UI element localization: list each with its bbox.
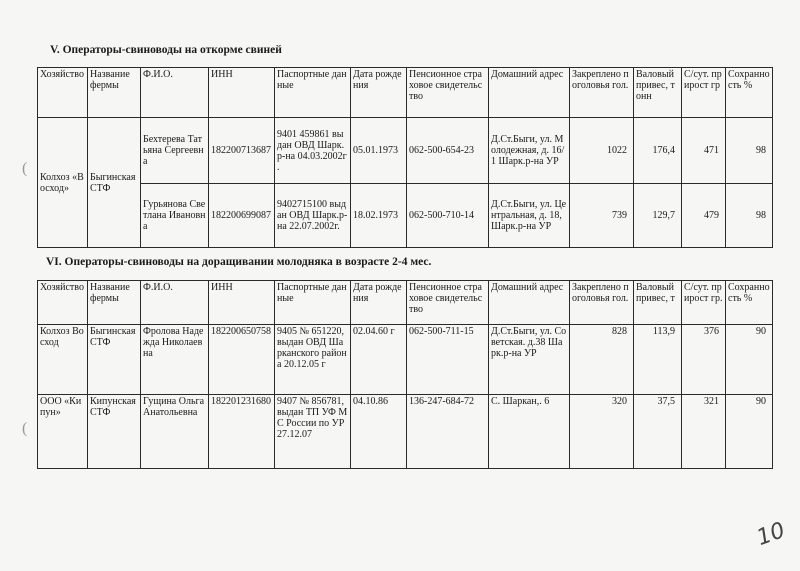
header-cell: Сохранность %: [726, 68, 773, 118]
table-header-row: [38, 68, 773, 118]
header-cell: Пенсионное страховое свидетельство: [407, 68, 489, 118]
address-cell: Д.Ст.Быги, ул. Советская. д.38 Шарк.р-на УР: [489, 325, 570, 395]
heads-cell: 828: [570, 325, 634, 395]
margin-bracket-mark: (: [22, 420, 28, 437]
passport-cell: 9405 № 651220, выдан ОВД Шарканского района 20.12.05 г: [275, 325, 351, 395]
header-cell: Домашний адрес: [489, 281, 570, 325]
passport-cell: 9401 459861 выдан ОВД Шарк.р-на 04.03.2002г .: [275, 118, 351, 184]
daily-cell: 479: [682, 184, 726, 248]
heads-cell: 320: [570, 395, 634, 469]
ferma-cell: Быгинская СТФ: [88, 325, 141, 395]
dob-cell: 04.10.86: [351, 395, 407, 469]
fio-cell: Гущина Ольга Анатольевна: [141, 395, 209, 469]
snils-cell: 062-500-710-14: [407, 184, 489, 248]
header-cell: Валовый привес, тонн: [634, 68, 682, 118]
inn-cell: 182201231680: [209, 395, 275, 469]
table-header-row: [38, 281, 773, 325]
margin-bracket-mark: (: [22, 160, 28, 177]
table-row: [38, 184, 773, 248]
heads-cell: 739: [570, 184, 634, 248]
snils-cell: 062-500-654-23: [407, 118, 489, 184]
farm-cell: ООО «Кипун»: [38, 395, 88, 469]
survival-cell: 98: [726, 118, 773, 184]
survival-cell: 90: [726, 325, 773, 395]
dob-cell: 18.02.1973: [351, 184, 407, 248]
header-cell: Название фермы: [88, 68, 141, 118]
table-row: [38, 325, 773, 395]
header-cell: Пенсионное страховое свидетельство: [407, 281, 489, 325]
section-6-table: [37, 280, 773, 469]
header-cell: С/сут. прирост гр: [682, 68, 726, 118]
snils-cell: 136-247-684-72: [407, 395, 489, 469]
section-5-title: V. Операторы-свиноводы на откорме свиней: [50, 44, 282, 56]
passport-cell: 9407 № 856781, выдан ТП УФ МС России по УР 27.12.07: [275, 395, 351, 469]
gain-cell: 113,9: [634, 325, 682, 395]
daily-cell: 321: [682, 395, 726, 469]
header-cell: Хозяйство: [38, 68, 88, 118]
header-cell: С/сут. прирост гр.: [682, 281, 726, 325]
heads-cell: 1022: [570, 118, 634, 184]
header-cell: ИНН: [209, 281, 275, 325]
header-cell: Домашний адрес: [489, 68, 570, 118]
survival-cell: 90: [726, 395, 773, 469]
fio-cell: Фролова Надежда Николаевна: [141, 325, 209, 395]
ferma-cell: Быгинская СТФ: [88, 118, 141, 248]
address-cell: С. Шаркан,. 6: [489, 395, 570, 469]
dob-cell: 02.04.60 г: [351, 325, 407, 395]
header-cell: Закреплено поголовья гол.: [570, 281, 634, 325]
section-5-table: [37, 67, 773, 248]
passport-cell: 9402715100 выдан ОВД Шарк.р-на 22.07.2002г.: [275, 184, 351, 248]
dob-cell: 05.01.1973: [351, 118, 407, 184]
table-row: [38, 118, 773, 184]
header-cell: ИНН: [209, 68, 275, 118]
header-cell: Паспортные данные: [275, 68, 351, 118]
fio-cell: Бехтерева Татьяна Сергеевна: [141, 118, 209, 184]
gain-cell: 176,4: [634, 118, 682, 184]
farm-cell: Колхоз Восход: [38, 325, 88, 395]
header-cell: Закреплено поголовья гол.: [570, 68, 634, 118]
header-cell: Ф.И.О.: [141, 68, 209, 118]
header-cell: Название фермы: [88, 281, 141, 325]
gain-cell: 37,5: [634, 395, 682, 469]
header-cell: Дата рождения: [351, 281, 407, 325]
inn-cell: 182200713687: [209, 118, 275, 184]
header-cell: Паспортные данные: [275, 281, 351, 325]
header-cell: Валовый привес, т: [634, 281, 682, 325]
daily-cell: 471: [682, 118, 726, 184]
header-cell: Ф.И.О.: [141, 281, 209, 325]
gain-cell: 129,7: [634, 184, 682, 248]
address-cell: Д.Ст.Быги, ул. Центральная, д. 18, Шарк.р-на УР: [489, 184, 570, 248]
handwritten-page-number: 10: [753, 517, 789, 552]
ferma-cell: Кипунская СТФ: [88, 395, 141, 469]
header-cell: Дата рождения: [351, 68, 407, 118]
header-cell: Хозяйство: [38, 281, 88, 325]
header-cell: Сохранность %: [726, 281, 773, 325]
daily-cell: 376: [682, 325, 726, 395]
address-cell: Д.Ст.Быги, ул. Молодежная, д. 16/1 Шарк.р-на УР: [489, 118, 570, 184]
snils-cell: 062-500-711-15: [407, 325, 489, 395]
section-6-title: VI. Операторы-свиноводы на доращивании молодняка в возрасте 2-4 мес.: [46, 256, 432, 268]
inn-cell: 182200699087: [209, 184, 275, 248]
fio-cell: Гурьянова Светлана Ивановна: [141, 184, 209, 248]
inn-cell: 182200650758: [209, 325, 275, 395]
farm-cell: Колхоз «Восход»: [38, 118, 88, 248]
table-row: [38, 395, 773, 469]
survival-cell: 98: [726, 184, 773, 248]
